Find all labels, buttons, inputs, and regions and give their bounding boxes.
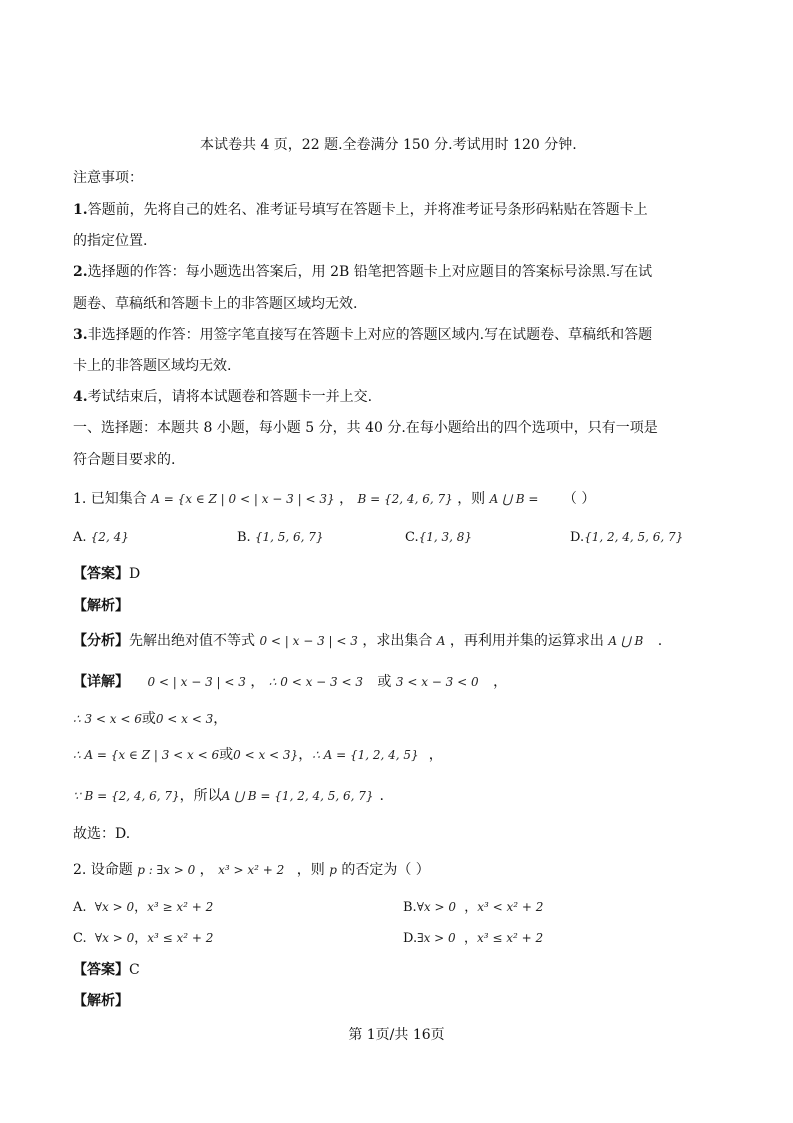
q2-option-d: D.∃x > 0 ，x³ ≤ x² + 2 bbox=[403, 931, 544, 946]
section-title-cont: 符合题目要求的. bbox=[73, 452, 176, 468]
q1-set-b: B = {2, 4, 6, 7} bbox=[357, 492, 453, 506]
q1-option-a: A. {2, 4} bbox=[73, 530, 129, 545]
q1-step-4: ∵ B = {2, 4, 6, 7}，所以A ⋃ B = {1, 2, 4, 5, 6, 7} . bbox=[73, 788, 384, 804]
page-footer: 第 1页/共 16页 bbox=[348, 1027, 445, 1043]
q2-option-b: B.∀x > 0 ，x³ < x² + 2 bbox=[403, 900, 544, 915]
q2-option-a: A. ∀x > 0，x³ ≥ x² + 2 bbox=[73, 900, 214, 915]
q1-detail: 【详解】 0 < | x − 3 | < 3 ， ∴ 0 < x − 3 < 3 或 3 < x − 3 < 0 ， bbox=[73, 674, 508, 690]
notice-4: 4.考试结束后，请将本试题卷和答题卡一并上交. bbox=[73, 389, 373, 405]
q1-option-b: B. {1, 5, 6, 7} bbox=[237, 530, 324, 545]
notice-1-cont: 的指定位置. bbox=[73, 233, 148, 249]
q2-answer: 【答案】C bbox=[73, 962, 140, 978]
q1-answer: 【答案】D bbox=[73, 566, 141, 582]
q1-conclusion: 故选：D. bbox=[73, 826, 131, 842]
notice-3-cont: 卡上的非答题区域均无效. bbox=[73, 358, 232, 374]
notice-1: 1.答题前，先将自己的姓名、准考证号填写在答题卡上，并将准考证号条形码粘贴在答题卡上 bbox=[73, 202, 648, 218]
notice-title: 注意事项： bbox=[73, 170, 143, 186]
q2-analysis-tag: 【解析】 bbox=[73, 993, 129, 1009]
q1-option-d: D.{1, 2, 4, 5, 6, 7} bbox=[570, 530, 684, 545]
notice-2: 2.选择题的作答：每小题选出答案后，用 2B 铅笔把答题卡上对应题目的答案标号涂黑.写在试 bbox=[73, 264, 653, 280]
q1-option-c: C.{1, 3, 8} bbox=[405, 530, 473, 545]
q1-analysis-tag: 【解析】 bbox=[73, 598, 129, 614]
notice-3: 3.非选择题的作答：用签字笔直接写在答题卡上对应的答题区域内.写在试题卷、草稿纸和答题 bbox=[73, 327, 653, 343]
q2-option-c: C. ∀x > 0，x³ ≤ x² + 2 bbox=[73, 931, 214, 946]
q2-stem: 2. 设命题 p : ∃x > 0 ， x³ > x² + 2 ，则 p 的否定为（ ） bbox=[73, 862, 430, 878]
q1-stem: 1. 已知集合 A = {x ∈ Z | 0 < | x − 3 | < 3} ， B = {2, 4, 6, 7} ，则 A ⋃ B = （ ） bbox=[73, 491, 596, 507]
q1-expr: A ⋃ B = bbox=[489, 492, 539, 506]
notice-2-cont: 题卷、草稿纸和答题卡上的非答题区域均无效. bbox=[73, 296, 358, 312]
q1-step-2: ∴ 3 < x < 6或0 < x < 3， bbox=[73, 711, 228, 727]
q1-step-3: ∴ A = {x ∈ Z | 3 < x < 6或0 < x < 3}，∴ A = {1, 2, 4, 5} ， bbox=[73, 747, 443, 763]
q1-set-a: A = {x ∈ Z | 0 < | x − 3 | < 3} bbox=[151, 492, 335, 506]
section-title: 一、选择题：本题共 8 小题，每小题 5 分，共 40 分.在每小题给出的四个选项中，只有一项是 bbox=[73, 420, 658, 436]
exam-header: 本试卷共 4 页，22 题.全卷满分 150 分.考试用时 120 分钟. bbox=[200, 137, 577, 153]
q1-analysis: 【分析】先解出绝对值不等式 0 < | x − 3 | < 3 ，求出集合 A ，再利用并集的运算求出 A ⋃ B . bbox=[73, 633, 663, 649]
